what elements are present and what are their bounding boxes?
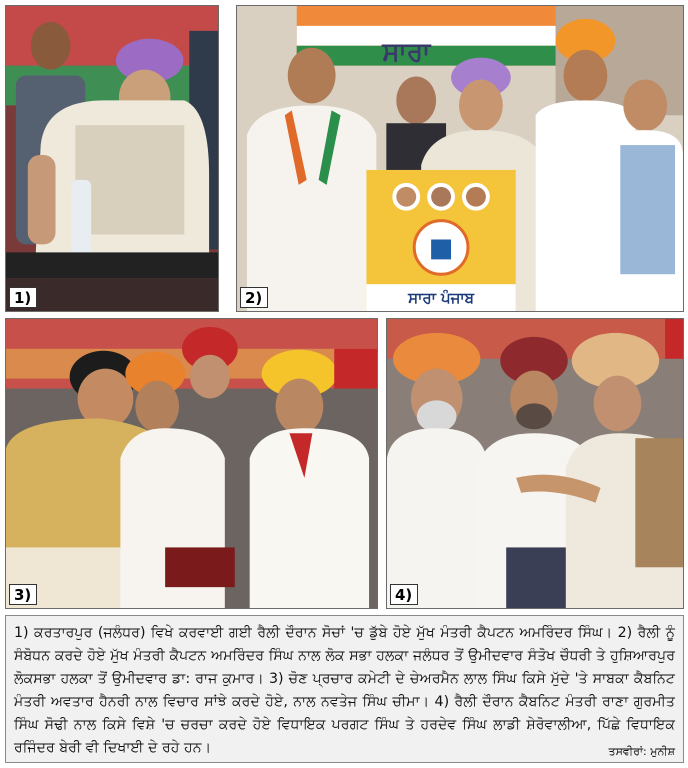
photo-1 (5, 5, 219, 312)
caption-box (5, 615, 684, 763)
banner-text: ਸਾਰਾ (382, 37, 431, 68)
photo-number-badge: 3) (9, 584, 37, 605)
photo-4 (386, 318, 684, 609)
photo-credit: ਤਸਵੀਰਾਂ: ਮੁਨੀਸ਼ (608, 745, 675, 758)
photo-number-badge: 1) (9, 287, 37, 308)
photo-2 (236, 5, 684, 312)
photo-1-image (6, 6, 218, 311)
photo-3-image (6, 319, 377, 608)
caption-text: 1) ਕਰਤਾਰਪੁਰ (ਜਲੰਧਰ) ਵਿਖੇ ਕਰਵਾਈ ਗਈ ਰੈਲੀ ਦੌਰਾਨ ਸੋਚਾਂ 'ਚ ਡੁੱਬੇ ਹੋਏ ਮੁੱਖ ਮੰਤਰੀ ਕੈਪਟਨ ਅਮਰਿੰਦਰ ਸਿੰਘ। 2) ਰੈਲੀ ਨੂੰ ਸੰਬੋਧਨ ਕਰਦੇ ਹੋਏ ਮੁੱਖ ਮੰਤਰੀ ਕੈਪਟਨ ਅਮਰਿੰਦਰ ਸਿੰਘ ਨਾਲ ਲੋਕ ਸਭਾ ਹਲਕਾ ਜਲੰਧਰ ਤੋਂ ਉਮੀਦਵਾਰ ਸੰਤੋਖ ਚੌਧਰੀ ਤੇ ਹੁਸ਼ਿਆਰਪੁਰ ਲੋਕਸਭਾ ਹਲਕਾ ਤੋਂ ਉਮੀਦਵਾਰ ਡਾ: ਰਾਜ ਕੁਮਾਰ। 3) ਚੋਣ ਪ੍ਰਚਾਰ ਕਮੇਟੀ ਦੇ ਚੇਅਰਮੈਨ ਲਾਲ ਸਿੰਘ ਕਿਸੇ ਮੁੱਦੇ 'ਤੇ ਸਾਬਕਾ ਕੈਬਨਿਟ ਮੰਤਰੀ ਅਵਤਾਰ ਹੈਨਰੀ ਨਾਲ ਵਿਚਾਰ ਸਾਂਝੇ ਕਰਦੇ ਹੋਏ, ਨਾਲ ਨਵਤੇਜ ਸਿੰਘ ਚੀਮਾ। 4) ਰੈਲੀ ਦੌਰਾਨ ਕੈਬਨਿਟ ਮੰਤਰੀ ਰਾਣਾ ਗੁਰਮੀਤ ਸਿੰਘ ਸੋਢੀ ਨਾਲ ਕਿਸੇ ਵਿਸ਼ੇ 'ਚ ਚਰਚਾ ਕਰਦੇ ਹੋਏ ਵਿਧਾਇਕ ਪਰਗਟ ਸਿੰਘ ਤੇ ਹਰਦੇਵ ਸਿੰਘ ਲਾਡੀ ਸ਼ੇਰੋਵਾਲੀਆ, ਪਿੱਛੇ ਵਿਧਾਇਕ ਰਜਿੰਦਰ ਬੇਰੀ ਵੀ ਦਿਖਾਈ ਦੇ ਰਹੇ ਹਨ। (14, 625, 675, 756)
photo-3 (5, 318, 378, 609)
photo-2-image (237, 6, 683, 311)
photo-4-image (387, 319, 683, 608)
photo-number-badge: 4) (390, 584, 418, 605)
podium-sign-text: ਸਾਰਾ ਪੰਜਾਬ (408, 289, 475, 308)
photo-number-badge: 2) (240, 287, 268, 308)
